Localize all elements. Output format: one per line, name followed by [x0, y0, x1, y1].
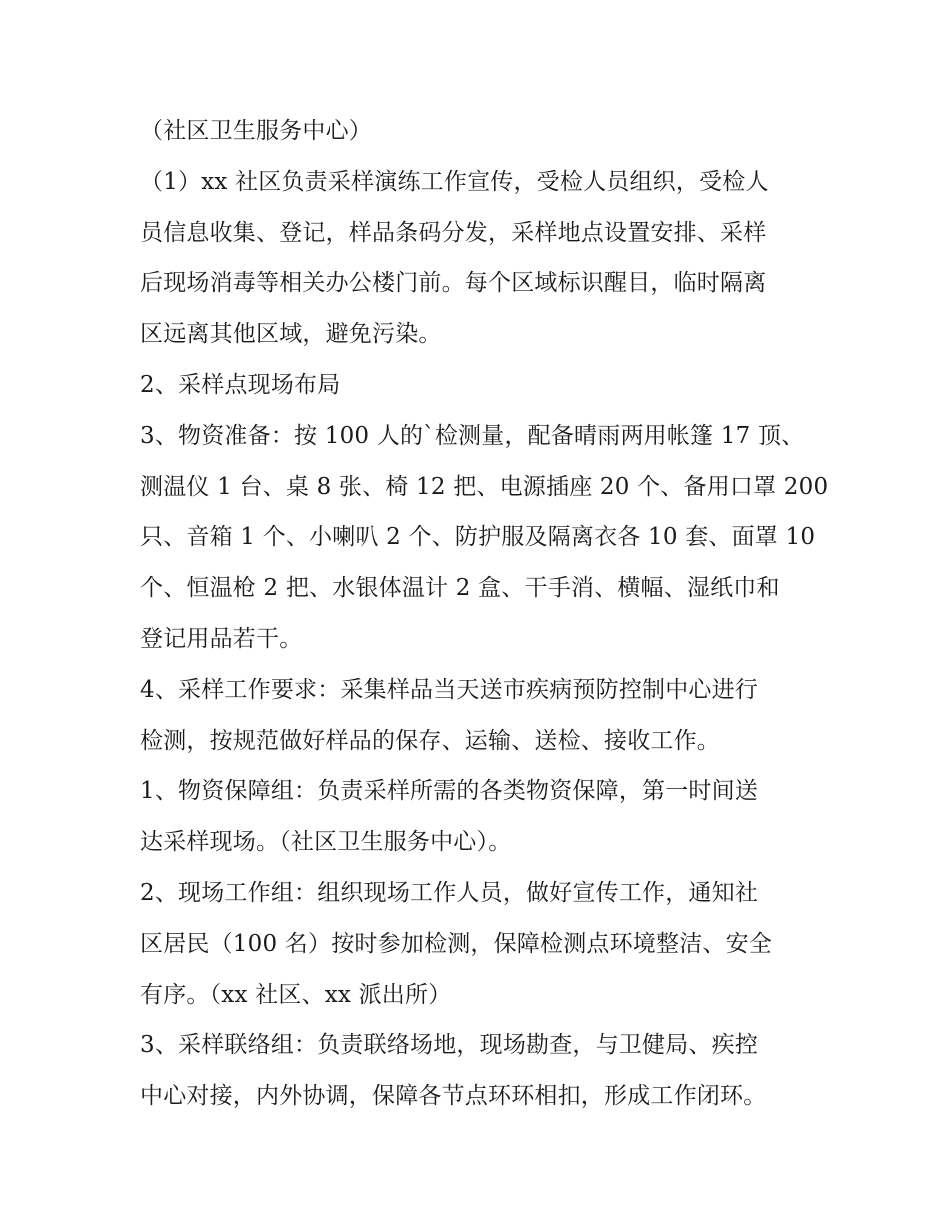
text-line: 3、物资准备：按 100 人的`检测量，配备晴雨两用帐篷 17 顶、 [140, 422, 805, 449]
section-heading: 2、采样点现场布局 [140, 371, 341, 398]
document-body [140, 106, 829, 1122]
text-line: 登记用品若干。 [140, 625, 303, 652]
text-line: 区居民（100 名）按时参加检测，保障检测点环境整洁、安全 [140, 930, 773, 957]
text-line: 3、采样联络组：负责联络场地，现场勘查，与卫健局、疾控 [140, 1032, 759, 1059]
text-line: 4、采样工作要求：采集样品当天送市疾病预防控制中心进行 [140, 676, 759, 703]
text-line: 检测，按规范做好样品的保存、运输、送检、接收工作。 [140, 727, 720, 754]
text-line: （社区卫生服务中心） [140, 118, 372, 144]
text-line: 后现场消毒等相关办公楼门前。每个区域标识醒目，临时隔离 [140, 270, 767, 297]
text-line: 有序。（xx 社区、xx 派出所） [140, 981, 452, 1008]
text-line: （1）xx 社区负责采样演练工作宣传，受检人员组织，受检人 [140, 168, 769, 195]
text-line: 员信息收集、登记，样品条码分发，采样地点设置安排、采样 [140, 219, 767, 246]
text-line: 达采样现场。（社区卫生服务中心）。 [140, 829, 512, 856]
text-line: 区远离其他区域，避免污染。 [140, 321, 442, 348]
text-line: 1、物资保障组：负责采样所需的各类物资保障，第一时间送 [140, 778, 759, 805]
text-line: 个、恒温枪 2 把、水银体温计 2 盒、干手消、横幅、湿纸巾和 [140, 575, 780, 602]
text-line: 测温仪 1 台、桌 8 张、椅 12 把、电源插座 20 个、备用口罩 200 [140, 473, 829, 500]
text-line: 中心对接，内外协调，保障各节点环环相扣，形成工作闭环。 [140, 1083, 767, 1110]
text-line: 2、现场工作组：组织现场工作人员，做好宣传工作，通知社 [140, 879, 759, 906]
text-line: 只、音箱 1 个、小喇叭 2 个、防护服及隔离衣各 10 套、面罩 10 [140, 524, 816, 551]
